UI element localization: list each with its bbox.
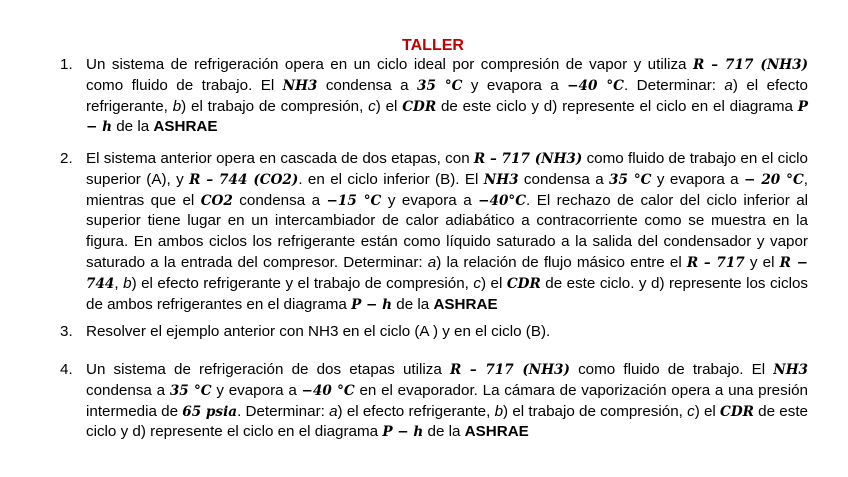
text-run: y el xyxy=(744,253,780,271)
text-run: y evapora a xyxy=(381,191,479,209)
math-expression: R − 744 xyxy=(86,254,809,292)
problem-4 xyxy=(60,360,808,443)
text-run: ) el xyxy=(375,97,403,115)
math-expression: R – 744 (CO2) xyxy=(189,171,299,188)
text-run: y evapora a xyxy=(651,170,745,188)
text-run: en el evaporador. La cámara de vaporización opera a una presión intermedia de xyxy=(86,381,808,420)
italic-letter: b xyxy=(172,97,182,115)
italic-letter: c xyxy=(473,274,481,292)
problem-text xyxy=(86,55,808,138)
math-expression: NH3 xyxy=(483,171,519,188)
text-run: ) el efecto refrigerante, xyxy=(86,76,808,115)
italic-letter: c xyxy=(687,402,695,420)
math-expression: −40°C xyxy=(478,192,527,209)
text-run: de este ciclo y d) represente el ciclo en el diagrama xyxy=(86,402,809,441)
text-run: . en el ciclo inferior (B). El xyxy=(298,170,484,188)
italic-letter: b xyxy=(123,274,132,292)
math-expression: CDR xyxy=(720,403,754,420)
text-run: y evapora a xyxy=(462,76,568,94)
text-run: ) el trabajo de compresión, xyxy=(503,402,688,420)
text-run: de este ciclo y d) represente el ciclo en el diagrama xyxy=(436,97,798,115)
math-expression: NH3 xyxy=(282,77,318,94)
text-run: de la xyxy=(112,118,154,136)
problem-2 xyxy=(60,149,808,315)
text-run: . El rechazo de calor del ciclo inferior al superior tiene lugar en un intercambiador de calor adiabático a contracorriente como se muestra en la figura. En ambos ciclos los refrigerante están como líquido saturado a la salida del condensador y vapor saturado a la entrada del compresor. Determinar: xyxy=(86,191,809,271)
math-expression: P − h xyxy=(86,98,808,136)
text-run: El sistema anterior opera en cascada de dos etapas, con xyxy=(86,150,474,167)
italic-letter: a xyxy=(724,76,733,94)
text-run: ) la relación de flujo másico entre el xyxy=(436,253,687,271)
text-run: como fluido de trabajo. El xyxy=(86,76,283,94)
italic-letter: c xyxy=(368,97,376,115)
math-expression: CO2 xyxy=(200,192,233,209)
italic-letter: a xyxy=(329,402,338,420)
text-run: de este ciclo. y d) represente los ciclos de ambos refrigerantes en el diagrama xyxy=(86,274,808,313)
math-expression: −40 °C xyxy=(567,77,624,94)
text-run: como fluido de trabajo. El xyxy=(569,361,774,378)
text-run: de la xyxy=(423,423,465,441)
problem-3 xyxy=(60,322,808,343)
math-expression: 35 °C xyxy=(609,171,652,188)
bold-text: ASHRAE xyxy=(433,295,498,313)
math-expression: 35 °C xyxy=(169,382,212,399)
text-run: Un sistema de refrigeración de dos etapas utiliza xyxy=(86,361,450,378)
math-expression: CDR xyxy=(402,98,437,115)
text-run: . Determinar: xyxy=(237,402,330,420)
math-expression: 35 °C xyxy=(417,77,463,94)
math-expression: P − h xyxy=(382,424,424,441)
text-run: ) el xyxy=(694,402,721,420)
problem-number: 3. xyxy=(60,323,73,340)
math-expression: R – 717 (NH3) xyxy=(473,151,583,167)
text-run: ) el efecto refrigerante, xyxy=(337,402,495,420)
text-run: de la xyxy=(392,295,434,313)
text-run: condensa a xyxy=(317,76,417,94)
text-run: y evapora a xyxy=(211,381,302,399)
math-expression: −40 °C xyxy=(301,382,355,399)
problem-text xyxy=(86,360,808,443)
math-expression: R – 717 xyxy=(686,254,745,271)
math-expression: P − h xyxy=(351,296,393,313)
problem-number: 2. xyxy=(60,150,73,167)
math-expression: 65 psia xyxy=(182,403,238,420)
problem-number: 4. xyxy=(60,361,73,378)
text-run: condensa a xyxy=(232,191,327,209)
problem-text xyxy=(86,322,808,343)
problem-text xyxy=(86,149,808,315)
text-run: , xyxy=(114,274,124,292)
text-run: ) el efecto refrigerante y el trabajo de compresión, xyxy=(131,274,474,292)
bold-text: ASHRAE xyxy=(153,118,218,136)
math-expression: − 20 °C xyxy=(744,171,804,188)
text-run: Resolver el ejemplo anterior con NH3 en el ciclo (A ) y en el ciclo (B). xyxy=(86,323,551,340)
math-expression: R – 717 (NH3) xyxy=(449,362,570,378)
math-expression: NH3 xyxy=(773,362,808,378)
text-run: , mientras que el xyxy=(86,170,808,209)
math-expression: R – 717 (NH3) xyxy=(692,57,808,73)
text-run: como fluido de trabajo en el ciclo superior (A), y xyxy=(86,150,809,188)
math-expression: CDR xyxy=(506,275,541,292)
text-run: condensa a xyxy=(86,381,170,399)
text-run: . Determinar: xyxy=(624,76,725,94)
text-run: condensa a xyxy=(518,170,610,188)
text-run: ) el trabajo de compresión, xyxy=(181,97,369,115)
math-expression: −15 °C xyxy=(326,192,382,209)
text-run: ) el xyxy=(480,274,507,292)
italic-letter: b xyxy=(494,402,504,420)
bold-text: ASHRAE xyxy=(464,423,529,441)
text-run: Un sistema de refrigeración opera en un ciclo ideal por compresión de vapor y utiliza xyxy=(86,56,693,73)
italic-letter: a xyxy=(427,253,437,271)
problem-number: 1. xyxy=(60,56,73,73)
problem-1 xyxy=(60,55,808,138)
document-title: TALLER xyxy=(402,37,464,54)
